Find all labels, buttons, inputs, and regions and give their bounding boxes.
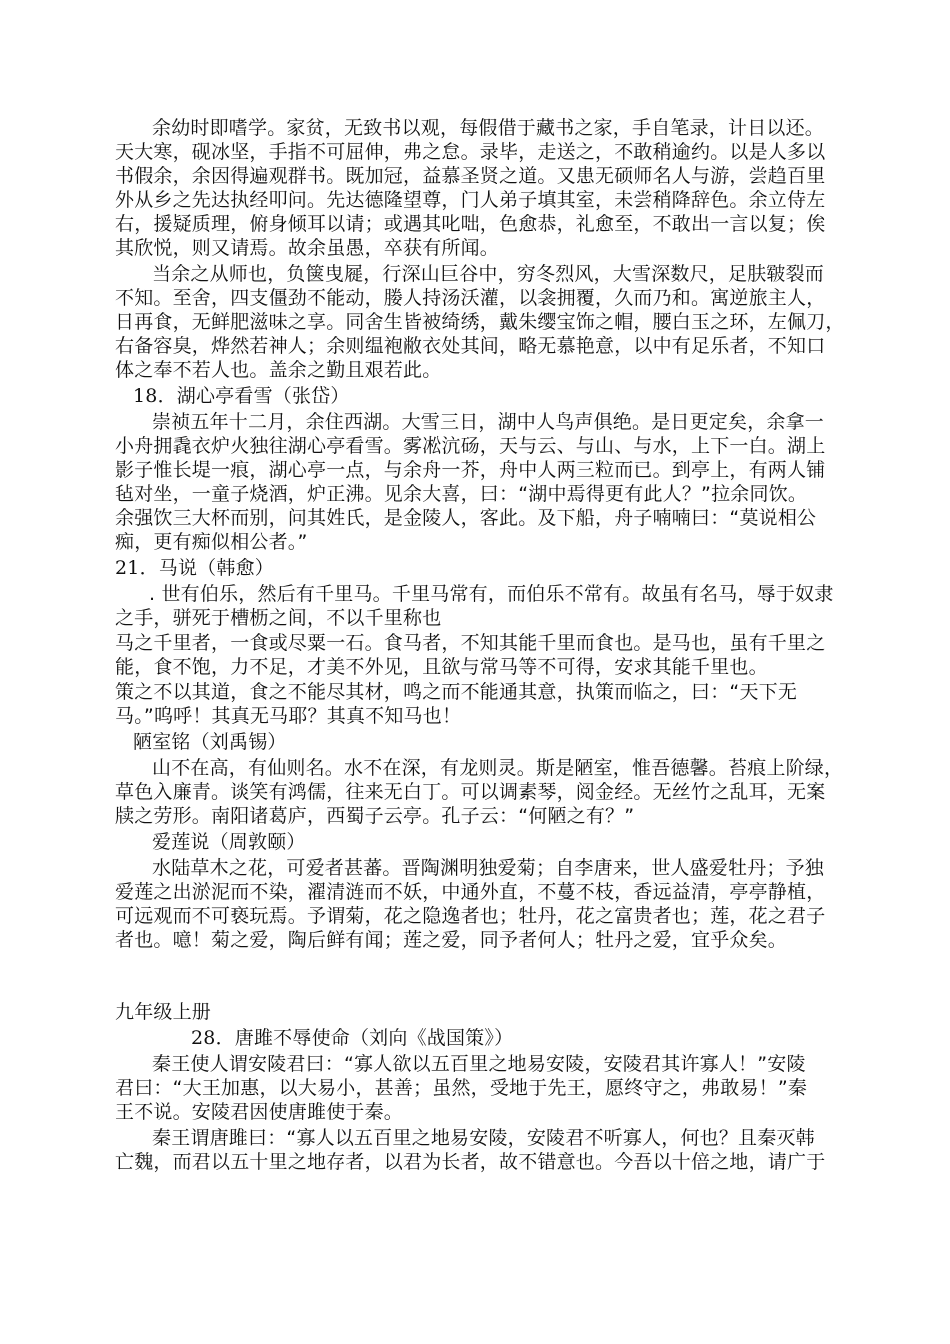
section-title: 18．湖心亭看雪（张岱） bbox=[133, 385, 350, 407]
paragraph-line: 者也。噫！菊之爱，陶后鲜有闻；莲之爱，同予者何人；牡丹之爱，宜乎众矣。 bbox=[115, 929, 788, 951]
paragraph-line: 当余之从师也，负箧曳屣，行深山巨谷中，穷冬烈风，大雪深数尺，足肤皲裂而 bbox=[152, 263, 825, 285]
paragraph-line: 崇祯五年十二月，余住西湖。大雪三日，湖中人鸟声俱绝。是日更定矣，余拿一 bbox=[152, 411, 825, 433]
paragraph-line: 山不在高，有仙则名。水不在深，有龙则灵。斯是陋室，惟吾德馨。苔痕上阶绿， bbox=[152, 757, 844, 779]
paragraph-line: 草色入廉青。谈笑有鸿儒，往来无白丁。可以调素琴，阅金经。无丝竹之乱耳，无案 bbox=[115, 781, 826, 803]
paragraph-line: 可远观而不可亵玩焉。予谓菊，花之隐逸者也；牡丹，花之富贵者也；莲，花之君子 bbox=[115, 905, 826, 927]
section-title: 陋室铭（刘禹锡） bbox=[133, 731, 287, 753]
paragraph-line: 马之千里者，一食或尽粟一石。食马者，不知其能千里而食也。是马也，虽有千里之 bbox=[115, 632, 826, 654]
paragraph-line: . 世有伯乐，然后有千里马。千里马常有，而伯乐不常有。故虽有名马，辱于奴隶 bbox=[149, 583, 834, 605]
paragraph-line: 外从乡之先达执经叩问。先达德隆望尊，门人弟子填其室，未尝稍降辞色。余立侍左 bbox=[115, 189, 826, 211]
paragraph-line: 君曰：“大王加惠，以大易小，甚善；虽然，受地于先王，愿终守之，弗敢易！”秦 bbox=[115, 1077, 808, 1099]
section-title: 爱莲说（周敦颐） bbox=[152, 831, 306, 853]
paragraph-line: 其欣悦，则又请焉。故余虽愚，卒获有所闻。 bbox=[115, 237, 500, 259]
paragraph-line: 之手，骈死于槽枥之间，不以千里称也 bbox=[115, 607, 442, 629]
paragraph-line: 水陆草木之花，可爱者甚蕃。晋陶渊明独爱菊；自李唐来，世人盛爱牡丹；予独 bbox=[152, 857, 825, 879]
paragraph-line: 能，食不饱，力不足，才美不外见，且欲与常马等不可得，安求其能千里也。 bbox=[115, 656, 768, 678]
paragraph-line: 秦王谓唐雎曰：“寡人以五百里之地易安陵，安陵君不听寡人，何也？且秦灭韩 bbox=[152, 1127, 815, 1149]
paragraph-line: 右，援疑质理，俯身倾耳以请；或遇其叱咄，色愈恭，礼愈至，不敢出一言以复；俟 bbox=[115, 213, 826, 235]
paragraph-line: 毡对坐，一童子烧酒，炉正沸。见余大喜，曰：“湖中焉得更有此人？”拉余同饮。 bbox=[115, 483, 808, 505]
paragraph-line: 天大寒，砚冰坚，手指不可屈伸，弗之怠。录毕，走送之，不敢稍逾约。以是人多以 bbox=[115, 141, 826, 163]
section-title: 21．马说（韩愈） bbox=[115, 557, 274, 579]
paragraph-line: 爱莲之出淤泥而不染，濯清涟而不妖，中通外直，不蔓不枝，香远益清，亭亭静植， bbox=[115, 881, 826, 903]
volume-heading: 九年级上册 bbox=[115, 1001, 212, 1023]
paragraph-line: 策之不以其道，食之不能尽其材，鸣之而不能通其意，执策而临之，曰：“天下无 bbox=[115, 681, 798, 703]
paragraph-line: 亡魏，而君以五十里之地存者，以君为长者，故不错意也。今吾以十倍之地，请广于 bbox=[115, 1151, 826, 1173]
paragraph-line: 书假余，余因得遍观群书。既加冠，益慕圣贤之道。又患无硕师名人与游，尝趋百里 bbox=[115, 165, 826, 187]
paragraph-line: 牍之劳形。南阳诸葛庐，西蜀子云亭。孔子云：“何陋之有？” bbox=[115, 805, 635, 827]
paragraph-line: 小舟拥毳衣炉火独往湖心亭看雪。雾凇沆砀，天与云、与山、与水，上下一白。湖上 bbox=[115, 435, 826, 457]
paragraph-line: 体之奉不若人也。盖余之勤且艰若此。 bbox=[115, 359, 442, 381]
section-title: 28．唐雎不辱使命（刘向《战国策》） bbox=[191, 1027, 514, 1049]
paragraph-line: 痴，更有痴似相公者。” bbox=[115, 531, 308, 553]
paragraph-line: 右备容臭，烨然若神人；余则缊袍敝衣处其间，略无慕艳意，以中有足乐者，不知口 bbox=[115, 335, 826, 357]
paragraph-line: 秦王使人谓安陵君曰：“寡人欲以五百里之地易安陵，安陵君其许寡人！”安陵 bbox=[152, 1053, 806, 1075]
paragraph-line: 马。”呜呼！其真无马耶？其真不知马也！ bbox=[115, 705, 462, 727]
paragraph-line: 余幼时即嗜学。家贫，无致书以观，每假借于藏书之家，手自笔录，计日以还。 bbox=[152, 117, 825, 139]
paragraph-line: 余强饮三大杯而别，问其姓氏，是金陵人，客此。及下船，舟子喃喃曰：“莫说相公 bbox=[115, 507, 817, 529]
paragraph-line: 影子惟长堤一痕，湖心亭一点，与余舟一芥，舟中人两三粒而已。到亭上，有两人铺 bbox=[115, 459, 826, 481]
paragraph-line: 日再食，无鲜肥滋味之享。同舍生皆被绮绣，戴朱缨宝饰之帽，腰白玉之环，左佩刀， bbox=[115, 311, 845, 333]
paragraph-line: 不知。至舍，四支僵劲不能动，媵人持汤沃灌，以衾拥覆，久而乃和。寓逆旅主人， bbox=[115, 287, 826, 309]
paragraph-line: 王不说。安陵君因使唐雎使于秦。 bbox=[115, 1101, 404, 1123]
